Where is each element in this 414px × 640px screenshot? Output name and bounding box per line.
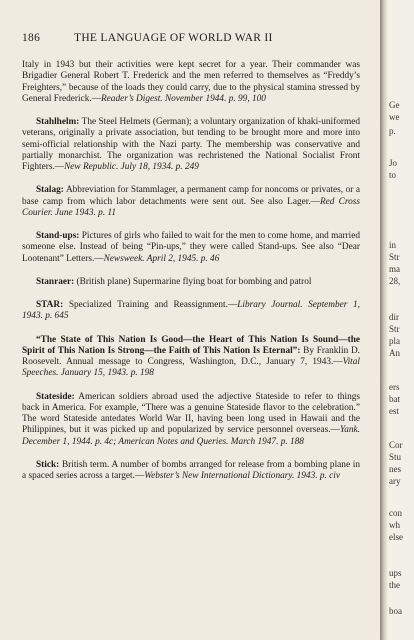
entry-source: Red Cross Courier. June 1943. p. 11 <box>22 196 360 218</box>
running-head-title: THE LANGUAGE OF WORLD WAR II <box>74 32 273 44</box>
entry-text: American soldiers abroad used the adjective Stateside to refer to things back in America. For example, “There was a genuine Stateside flavor to the celebration.” The word Stateside antedates World War II, having been long used in Hawaii and the Philippines, but it was picked up and popularized by service personnel overseas.— <box>22 391 360 436</box>
entry-text: By Franklin D. Roosevelt. Annual message to Congress, Washington, D.C., January 7, 1943.— <box>22 345 360 367</box>
facing-page-fragment: to <box>389 170 397 180</box>
facing-page-fragment: in <box>389 240 397 250</box>
facing-page-edge <box>380 0 414 640</box>
entry-stick <box>22 460 360 483</box>
entry-text: British term. A number of bombs arranged for release from a bombing plane in a spaced series across a target.— <box>22 459 360 481</box>
entry-star <box>22 300 360 323</box>
facing-page-fragment: pla <box>389 336 400 346</box>
facing-page-fragment: p. <box>389 126 396 136</box>
entry-term: STAR: <box>36 300 64 310</box>
facing-page-fragment: boa <box>389 606 402 616</box>
entry-source: Webster’s New International Dictionary. 1943. p. civ <box>144 471 341 481</box>
entry-term: “The State of This Nation Is Good—the Heart of This Nation Is Sound—the Spirit of This Nation Is Strong—the Faith of This Nation Is Eternal”: <box>22 334 360 356</box>
entry-source: Reader’s Digest. November 1944. p. 99, 100 <box>101 93 266 104</box>
facing-page-fragment: con <box>389 508 402 518</box>
entry-stalag <box>22 185 360 219</box>
entry-text: (British plane) Supermarine flying boat for bombing and patrol <box>74 276 312 287</box>
entry-term: Stand-ups: <box>36 231 80 241</box>
entry-source: Vital Speeches. January 15, 1943. p. 198 <box>22 357 360 379</box>
facing-page-fragment: ma <box>389 264 400 274</box>
facing-page-fragment: est <box>389 406 399 416</box>
entry-source: Library Journal. September 1, 1943. p. 645 <box>22 300 360 322</box>
facing-page-fragment: 28, <box>389 276 401 286</box>
facing-page-fragment: wh <box>389 520 400 530</box>
entry-stateside <box>22 392 360 448</box>
facing-page-fragment: ups <box>389 568 402 578</box>
facing-page-fragment: else <box>389 532 403 542</box>
entry-term: Stanraer: <box>36 276 75 287</box>
entry-state-of-nation <box>22 335 360 380</box>
facing-page-fragment: Stu <box>389 452 402 462</box>
entry-term: Stateside: <box>36 391 75 402</box>
facing-page-fragment: dir <box>389 312 399 322</box>
page-number: 186 <box>22 32 41 44</box>
entry-term: Stick: <box>36 459 60 470</box>
facing-page-fragment: nes <box>389 464 401 474</box>
facing-page-fragment: Ge <box>389 100 400 110</box>
entry-text: Italy in 1943 but their activities were kept secret for a year. Their commander was Brigadier General Robert T. Frederick and the men referred to themselves as “Freddy’s Freighters,” because of the loads they could carry, due to the physical stamina stressed by General Frederick.— <box>22 60 360 104</box>
facing-page-fragment: Jo <box>389 158 398 168</box>
entry-source: Newsweek. April 2, 1945. p. 46 <box>103 253 220 264</box>
entry-text: Abbreviation for Stammlager, a permanent camp for noncoms or privates, or a base camp from which labor detachments were sent out. See also Lager.— <box>22 185 360 207</box>
facing-page-fragment: Str <box>389 324 400 334</box>
entry-term: Stahlhelm: <box>36 117 80 127</box>
facing-page-fragment: ers <box>389 382 400 392</box>
entry-source: Yank. December 1, 1944. p. 4c; American Notes and Queries. March 1947. p. 188 <box>22 425 360 447</box>
entry-text: The Steel Helmets (German); a voluntary organization of khaki-uniformed veterans, originally a private association, but tending to be brought more and more into semi-official relationship with the Nazi party. The membership was conservative and partially monarchist. The organization was rechristened the National Socialist Front Fighters.— <box>22 117 360 172</box>
facing-page-fragment: bat <box>389 394 400 404</box>
running-header <box>22 32 360 46</box>
entry-text: Specialized Training and Reassignment.— <box>63 300 238 310</box>
entry-source: New Republic. July 18, 1934. p. 249 <box>64 162 199 172</box>
facing-page-fragment: Str <box>389 252 400 262</box>
facing-page-fragment: we <box>389 112 400 122</box>
facing-page-fragment: An <box>389 348 400 358</box>
facing-page-fragment: Cor <box>389 440 403 450</box>
page-body <box>22 60 360 494</box>
entry-stahlhelm <box>22 117 360 173</box>
entry-text: Pictures of girls who failed to wait for the men to come home, and married someone else. Instead of being “Pin-ups,” they were called Stand-ups. See also “Dear Lootenant” Letters.— <box>22 231 360 264</box>
facing-page-fragment: ary <box>389 476 401 486</box>
entry-stanraer <box>22 277 360 288</box>
entry-term: Stalag: <box>36 185 64 196</box>
entry-intro-continued <box>22 60 360 105</box>
facing-page-fragment: the <box>389 580 400 590</box>
entry-stand-ups <box>22 231 360 265</box>
